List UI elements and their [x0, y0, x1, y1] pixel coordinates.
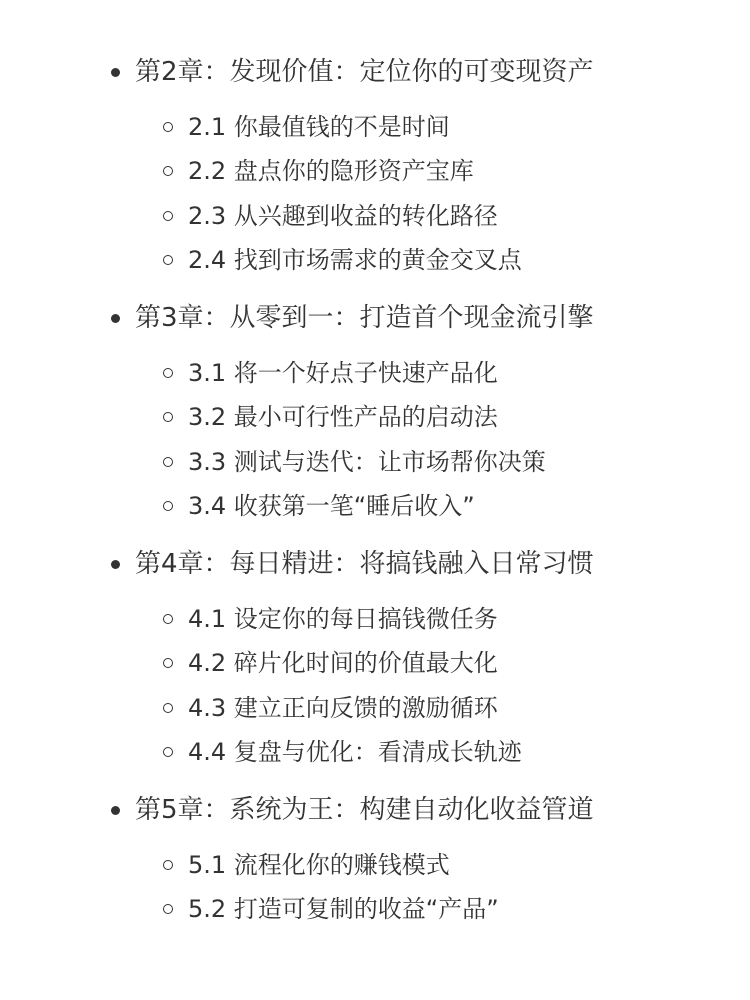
section-item [0, 351, 750, 395]
section-list [0, 351, 750, 528]
chapter-item [0, 542, 750, 774]
section-list [0, 105, 750, 282]
section-title: 2.3 从兴趣到收益的转化路径 [188, 201, 498, 230]
hollow-bullet-icon [163, 747, 173, 757]
hollow-bullet-icon [163, 501, 173, 511]
hollow-bullet-icon [163, 457, 173, 467]
chapter-title: 第4章：每日精进：将搞钱融入日常习惯 [135, 549, 594, 579]
section-title: 4.4 复盘与优化：看清成长轨迹 [188, 737, 522, 766]
hollow-bullet-icon [163, 703, 173, 713]
chapter-title: 第2章：发现价值：定位你的可变现资产 [135, 57, 594, 87]
section-item [0, 597, 750, 641]
hollow-bullet-icon [163, 658, 173, 668]
section-item [0, 395, 750, 439]
section-item [0, 238, 750, 282]
section-title: 3.4 收获第一笔“睡后收入” [188, 491, 475, 520]
section-item [0, 641, 750, 685]
hollow-bullet-icon [163, 255, 173, 265]
chapter-title: 第5章：系统为王：构建自动化收益管道 [135, 795, 594, 825]
hollow-bullet-icon [163, 211, 173, 221]
filled-bullet-icon [111, 68, 120, 77]
section-title: 4.1 设定你的每日搞钱微任务 [188, 605, 498, 633]
section-title: 4.2 碎片化时间的价值最大化 [188, 649, 498, 678]
section-item [0, 887, 750, 931]
hollow-bullet-icon [163, 904, 173, 914]
section-title: 2.4 找到市场需求的黄金交叉点 [188, 245, 522, 274]
filled-bullet-icon [111, 314, 120, 323]
hollow-bullet-icon [163, 412, 173, 422]
hollow-bullet-icon [163, 166, 173, 176]
section-item [0, 730, 750, 774]
section-item [0, 149, 750, 193]
section-item [0, 105, 750, 149]
hollow-bullet-icon [163, 368, 173, 378]
section-item [0, 194, 750, 238]
chapter-heading [0, 296, 750, 340]
hollow-bullet-icon [163, 860, 173, 870]
hollow-bullet-icon [163, 614, 173, 624]
section-title: 5.1 流程化你的赚钱模式 [188, 851, 450, 879]
filled-bullet-icon [111, 806, 120, 815]
section-item [0, 440, 750, 484]
section-title: 4.3 建立正向反馈的激励循环 [188, 693, 498, 722]
section-title: 2.2 盘点你的隐形资产宝库 [188, 157, 474, 186]
section-title: 5.2 打造可复制的收益“产品” [188, 895, 499, 924]
chapter-item [0, 788, 750, 932]
chapter-heading [0, 50, 750, 94]
section-list [0, 597, 750, 774]
section-title: 2.1 你最值钱的不是时间 [188, 113, 450, 141]
section-title: 3.1 将一个好点子快速产品化 [188, 359, 498, 387]
chapter-item [0, 50, 750, 282]
chapter-item [0, 296, 750, 528]
section-item [0, 484, 750, 528]
section-item [0, 843, 750, 887]
chapter-heading [0, 542, 750, 586]
filled-bullet-icon [111, 560, 120, 569]
section-title: 3.3 测试与迭代：让市场帮你决策 [188, 447, 546, 476]
section-list [0, 843, 750, 932]
hollow-bullet-icon [163, 122, 173, 132]
section-item [0, 686, 750, 730]
chapter-title: 第3章：从零到一：打造首个现金流引擎 [135, 303, 594, 333]
section-title: 3.2 最小可行性产品的启动法 [188, 403, 498, 432]
chapter-heading [0, 788, 750, 832]
